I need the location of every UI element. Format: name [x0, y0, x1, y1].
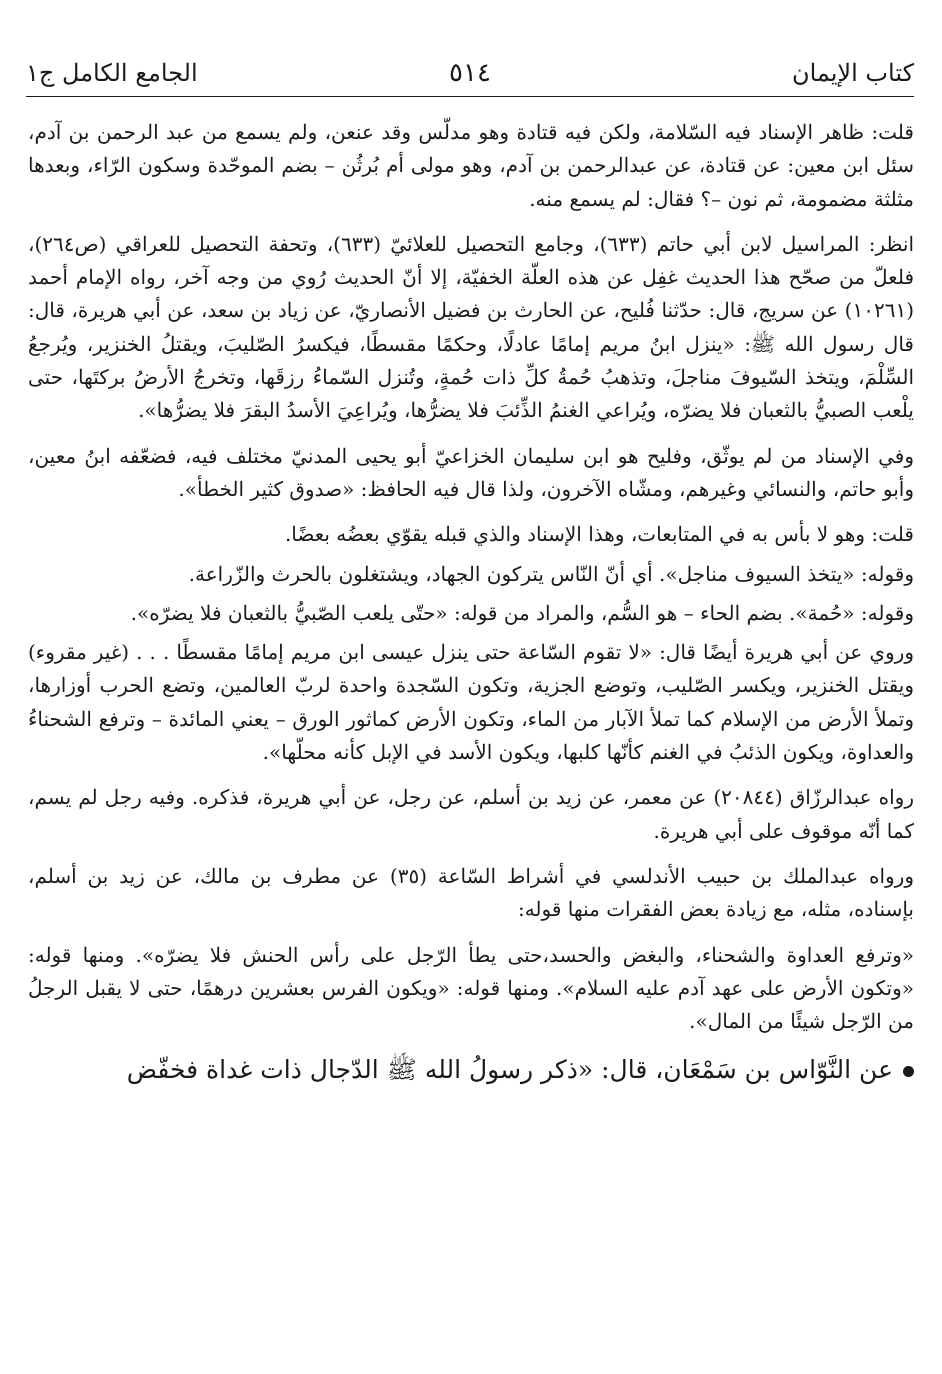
paragraph-additions: «وترفع العداوة والشحناء، والبغض والحسد،حتى يطأ الرّجل على رأس الحنش فلا يضرّه». ومنها قوله: «وتكون الأرض على عهد آدم عليه السلام». ومنها قوله: «ويكون الفرس بعشرين درهمًا، حتى لا يقبل الرجلُ من الرّجل شيئًا من المال».	[28, 942, 914, 1034]
page-header	[26, 52, 914, 97]
bullet-icon	[903, 1066, 914, 1077]
paragraph-abdulrazzaq: رواه عبدالرزّاق (٢٠٨٤٤) عن معمر، عن زيد بن أسلم، عن رجل، عن أبي هريرة، فذكره. وفيه رجل لم يسم، كما أنّه موقوف على أبي هريرة.	[28, 785, 914, 843]
page-number: ٥١٤	[449, 58, 491, 88]
page-body	[28, 116, 914, 1090]
paragraph-sources-hadith: انظر: المراسيل لابن أبي حاتم (٦٣٣)، وجامع التحصيل للعلائيّ (٦٣٣)، وتحفة التحصيل للعراقي (ص٢٦٤)، فلعلّ من صحّح هذا الحديث غفِل عن هذه العلّة الخفيّة، إلا أنّ الحديث رُوي من وجه آخر، رواه الإمام أحمد (١٠٢٦١) عن سريج، قال: حدّثنا فُليح، عن الحارث بن فضيل الأنصاريّ، عن زياد بن سعد، عن أبي هريرة، قال: قال رسول الله ﷺ: «ينزل ابنُ مريم إمامًا عادلًا، وحكمًا مقسطًا، فيكسرُ الصّليبَ، ويقتلُ الخنزير، ويُرجعُ السِّلْمَ، ويتخذ السّيوفَ مناجلَ، وتذهبُ حُمةُ كلِّ ذات حُمةٍ، وتُنزل السّماءُ رزقَها، وتخرجُ الأرضُ بركتَها، حتى يلْعب الصبيُّ بالثعبان فلا يضرّه، ويُراعي الغنمُ الذِّئبَ فلا يضرُّها، ويُراعِيَ الأسدُ البقرَ فلا يضرُّها».	[28, 231, 915, 423]
paragraph-isnad-note: قلت: ظاهر الإسناد فيه السّلامة، ولكن فيه قتادة وهو مدلّس وقد عنعن، ولم يسمع من عبد الرحمن بن آدم، سئل ابن معين: عن قتادة، عن عبدالرحمن بن آدم، وهو مولى أم بُرثُن – بضم الموحّدة وسكون الرّاء، وبعدها مثلثة مضمومة، ثم نون –؟ فقال: لم يسمع منه.	[28, 120, 914, 211]
next-hadith-line	[28, 1050, 914, 1090]
book-title: كتاب الإيمان	[791, 59, 914, 87]
paragraph-falih-note: وفي الإسناد من لم يوثّق، وفليح هو ابن سليمان الخزاعيّ أبو يحيى المدنيّ مختلف فيه، فضعّفه ابنُ معين، وأبو حاتم، والنسائي وغيرهم، ومشّاه الآخرون، ولذا قال فيه الحافظ: «صدوق كثير الخطأ».	[28, 443, 914, 501]
paragraph-abu-hurayra-narration: وروي عن أبي هريرة أيضًا قال: «لا تقوم السّاعة حتى ينزل عيسى ابن مريم إمامًا مقسطًا . . . (غير مقروء) ويقتل الخنزير، ويكسر الصّليب، وتوضع الجزية، وتكون السّجدة واحدة لربّ العالمين، وتضع الحرب أوزارها، وتملأ الأرض من الإسلام كما تملأ الآبار من الماء، وتكون الأرض كماثور الورق – يعني المائدة – وترفع الشحناءُ والعداوة، ويكون الذئبُ في الغنم كأنّها كلبها، ويكون الأسد في الإبل كأنه محلّها».	[28, 640, 914, 765]
paragraph-ibn-habib: ورواه عبدالملك بن حبيب الأندلسي في أشراط السّاعة (٣٥) عن مطرف بن مالك، عن زيد بن أسلم، بإسناده، مثله، مع زيادة بعض الفقرات منها قوله:	[28, 863, 914, 922]
next-hadith-text: عن النَّوّاس بن سَمْعَان، قال: «ذكر رسولُ الله ﷺ الدّجال ذات غداة فخفّض	[126, 1055, 893, 1085]
paragraph-huma-explanation: وقوله: «حُمة». بضم الحاء – هو السُّم، والمراد من قوله: «حتّى يلعب الصّبيُّ بالثعبان فلا يضرّه».	[130, 600, 914, 625]
paragraph-comment: قلت: وهو لا بأس به في المتابعات، وهذا الإسناد والذي قبله يقوّي بعضُه بعضًا.	[284, 522, 914, 547]
paragraph-swords-explanation: وقوله: «يتخذ السيوف مناجل». أي أنّ النّاس يتركون الجهاد، ويشتغلون بالحرث والزّراعة.	[188, 561, 914, 586]
volume-title: الجامع الكامل ج١	[26, 59, 198, 87]
